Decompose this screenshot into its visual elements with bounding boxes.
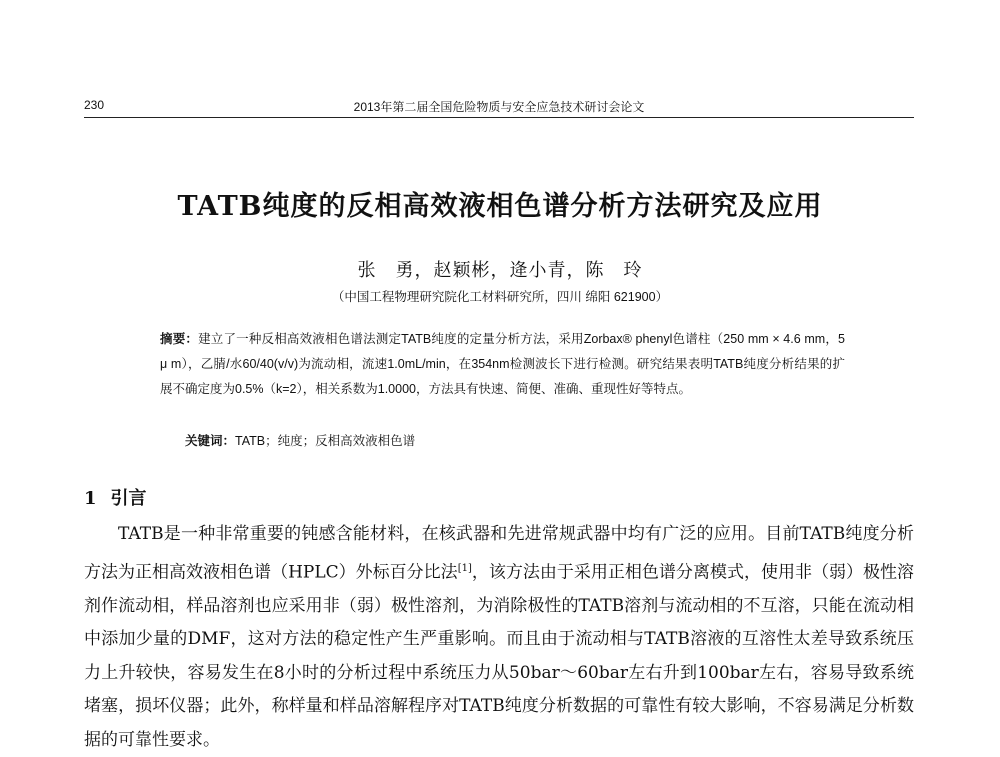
section-heading: [84, 484, 147, 510]
page-header: [84, 92, 914, 116]
citation-ref: [1]: [457, 562, 472, 574]
body-part2: ，该方法由于采用正相色谱分离模式，使用非（弱）极性溶剂作流动相，样品溶剂也应采用非（弱）极性溶剂，为消除极性的TATB溶剂与流动相的不互溶，只能在流动相中添加少量的DMF，这对方法的稳定性产生严重影响。而且由于流动相与TATB溶液的互溶性太差导致系统压力上升较快，容易发生在8小时的分析过程中系统压力从50bar～60bar左右升到100bar左右，容易导致系统堵塞，损坏仪器；此外，称样量和样品溶解程序对TATB纯度分析数据的可靠性有较大影响，不容易满足分析数据的可靠性要求。: [84, 562, 915, 750]
header-rule: [84, 117, 914, 118]
section-title: 引言: [110, 488, 147, 509]
body-part1: TATB是一种非常重要的钝感含能材料，在核武器和先进常规武器中均有广泛的应用。目前TATB纯度分析方法为正相高效液相色谱（HPLC）外标百分比法: [84, 524, 914, 583]
paper-title: TATB纯度的反相高效液相色谱分析方法研究及应用: [177, 191, 823, 222]
running-title: 2013年第二届全国危险物质与安全应急技术研讨会论文: [353, 100, 645, 114]
abstract-text: 建立了一种反相高效液相色谱法测定TATB纯度的定量分析方法，采用Zorbax® phenyl色谱柱（250 mm × 4.6 mm，5 μ m），乙腈/水60/40(v/v)为流动相，流速1.0mL/min，在354nm检测波长下进行检测。研究结果表明TATB纯度分析结果的扩展不确定度为0.5%（k=2），相关系数为1.0000，方法具有快速、简便、准确、重现性好等特点。: [160, 332, 845, 396]
section-number: 1: [84, 488, 97, 509]
keywords-label: 关键词：: [185, 434, 236, 448]
keywords: [185, 431, 415, 449]
body-text: [84, 518, 914, 757]
page-number: 230: [84, 98, 105, 112]
abstract: [160, 327, 845, 402]
affiliation: （中国工程物理研究院化工材料研究所，四川 绵阳 621900）: [331, 290, 669, 304]
body-paragraph: [84, 518, 914, 757]
author-list: 张 勇，赵颖彬，逄小青，陈 玲: [357, 260, 643, 281]
keywords-text: TATB；纯度；反相高效液相色谱: [235, 434, 416, 448]
abstract-label: 摘要：: [160, 332, 199, 346]
